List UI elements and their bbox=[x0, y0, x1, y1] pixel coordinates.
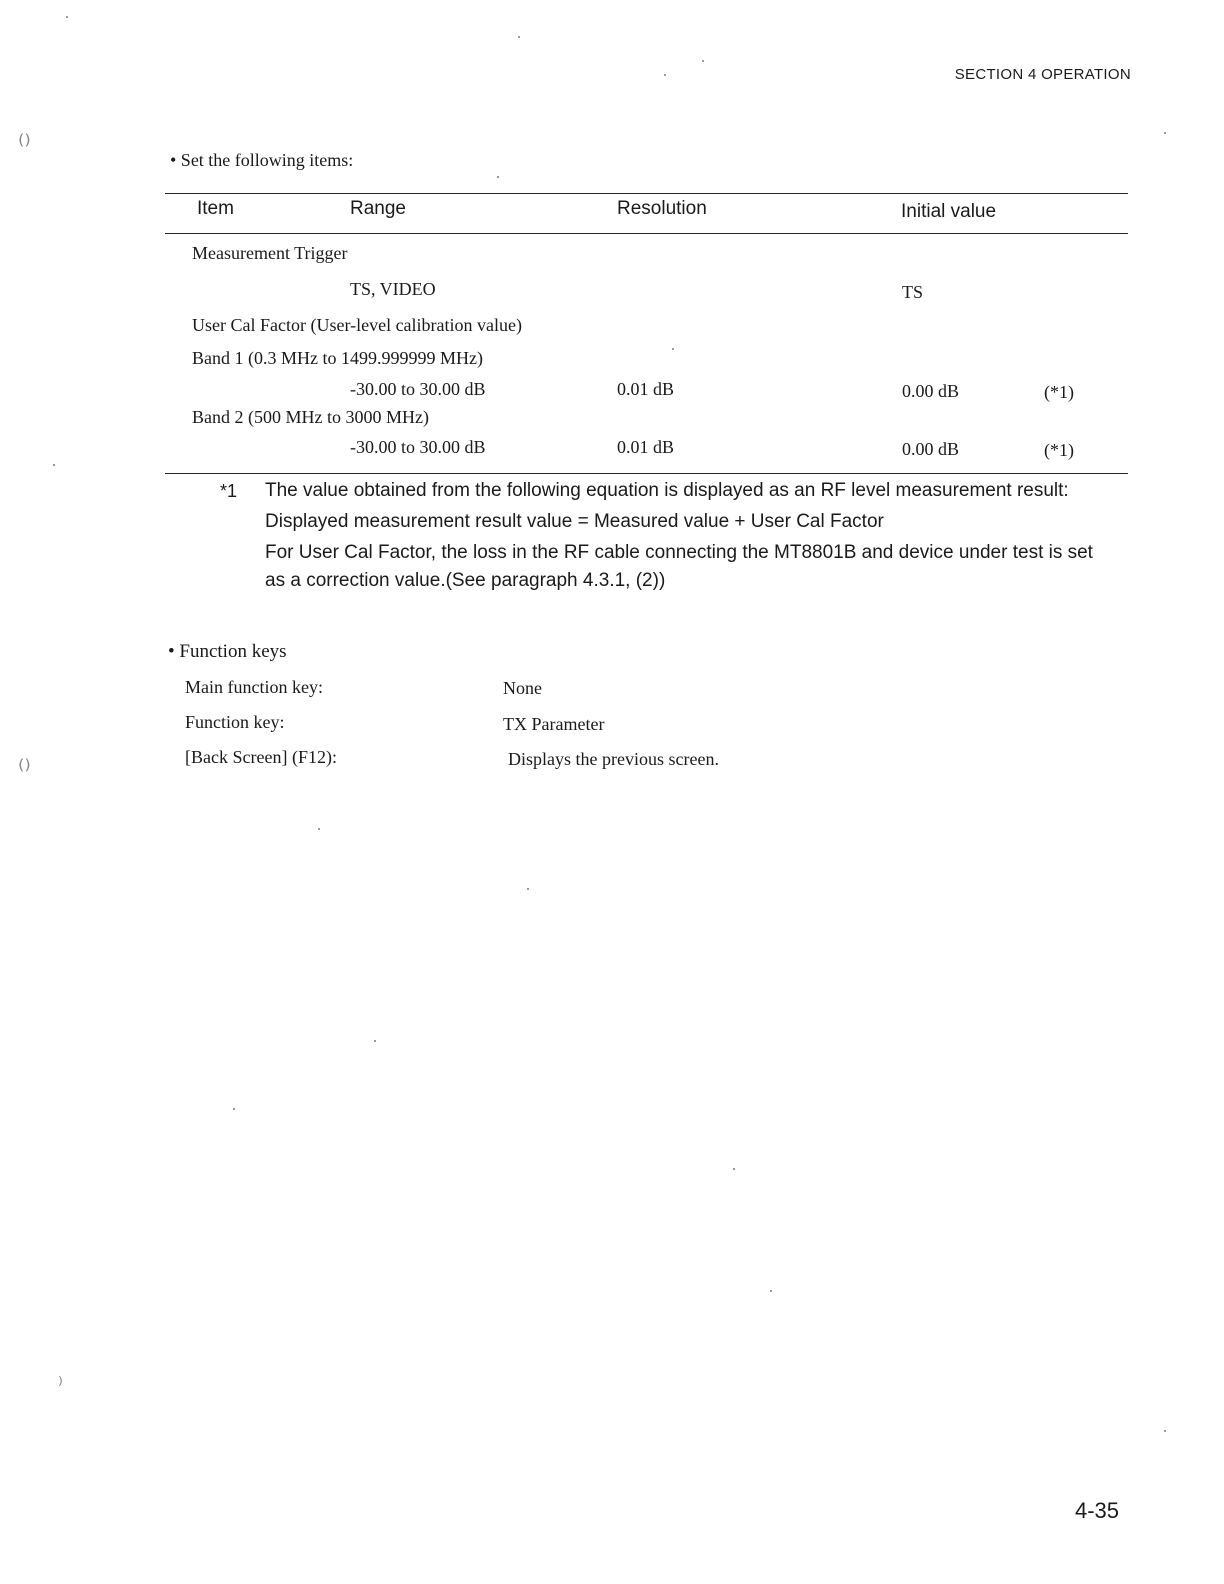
scan-speck bbox=[53, 464, 55, 466]
function-keys-heading: • Function keys bbox=[168, 641, 287, 662]
row-band1-item: Band 1 (0.3 MHz to 1499.999999 MHz) bbox=[192, 348, 483, 368]
row-band2-resolution: 0.01 dB bbox=[617, 437, 675, 457]
scan-speck bbox=[233, 1108, 235, 1110]
scan-speck bbox=[733, 1168, 735, 1170]
footnote-line-3: For User Cal Factor, the loss in the RF cable connecting the MT8801B and device under test is set bbox=[265, 542, 1093, 563]
footnote-line-2: Displayed measurement result value = Measured value + User Cal Factor bbox=[265, 511, 884, 532]
row-band2-note: (*1) bbox=[1044, 440, 1074, 460]
back-screen-key-value: Displays the previous screen. bbox=[508, 749, 719, 769]
col-header-resolution: Resolution bbox=[617, 198, 707, 219]
row-band2-initial: 0.00 dB bbox=[902, 439, 960, 459]
scan-hole-mark-middle: ⁽⁾ bbox=[18, 755, 31, 784]
main-function-key-value: None bbox=[503, 678, 542, 698]
row-measurement-trigger-item: Measurement Trigger bbox=[192, 243, 348, 263]
col-header-range: Range bbox=[350, 198, 406, 219]
table-top-rule bbox=[165, 193, 1128, 194]
main-function-key-label: Main function key: bbox=[185, 677, 323, 697]
scan-hole-mark-bottom: ⁾ bbox=[58, 1374, 63, 1396]
function-key-value: TX Parameter bbox=[503, 714, 605, 734]
footnote-line-4: as a correction value.(See paragraph 4.3.1, (2)) bbox=[265, 570, 666, 591]
function-key-label: Function key: bbox=[185, 712, 285, 732]
row-band1-resolution: 0.01 dB bbox=[617, 379, 675, 399]
row-band1-note: (*1) bbox=[1044, 382, 1074, 402]
row-band2-range: -30.00 to 30.00 dB bbox=[350, 437, 486, 457]
row-band2-item: Band 2 (500 MHz to 3000 MHz) bbox=[192, 407, 429, 427]
row-measurement-trigger-initial: TS bbox=[902, 282, 924, 302]
scan-speck bbox=[318, 828, 320, 830]
scan-speck bbox=[770, 1290, 772, 1292]
scan-speck bbox=[527, 888, 529, 890]
footnote-line-1: The value obtained from the following equation is displayed as an RF level measurement result: bbox=[265, 480, 1069, 501]
scan-speck bbox=[1164, 132, 1166, 134]
scan-speck bbox=[497, 176, 499, 178]
scan-speck bbox=[664, 74, 666, 76]
col-header-item: Item bbox=[197, 198, 234, 219]
back-screen-key-label: [Back Screen] (F12): bbox=[185, 747, 337, 767]
scan-speck bbox=[374, 1040, 376, 1042]
row-measurement-trigger-range: TS, VIDEO bbox=[350, 279, 436, 299]
row-band1-initial: 0.00 dB bbox=[902, 381, 960, 401]
section-header: SECTION 4 OPERATION bbox=[954, 66, 1131, 83]
scan-hole-mark-top: ⁽⁾ bbox=[18, 130, 31, 159]
table-header-rule bbox=[165, 233, 1128, 234]
intro-text: • Set the following items: bbox=[170, 150, 354, 170]
page-number: 4-35 bbox=[1075, 1498, 1120, 1523]
scan-speck bbox=[66, 16, 68, 18]
scan-speck bbox=[702, 60, 704, 62]
table-bottom-rule bbox=[165, 473, 1128, 474]
scan-speck bbox=[518, 36, 520, 38]
row-band1-range: -30.00 to 30.00 dB bbox=[350, 379, 486, 399]
scan-speck bbox=[1164, 1430, 1166, 1432]
col-header-initial-value: Initial value bbox=[901, 201, 997, 222]
row-user-cal-factor-item: User Cal Factor (User-level calibration value) bbox=[192, 315, 523, 335]
footnote-ref: *1 bbox=[220, 481, 238, 501]
scan-speck bbox=[672, 348, 674, 350]
